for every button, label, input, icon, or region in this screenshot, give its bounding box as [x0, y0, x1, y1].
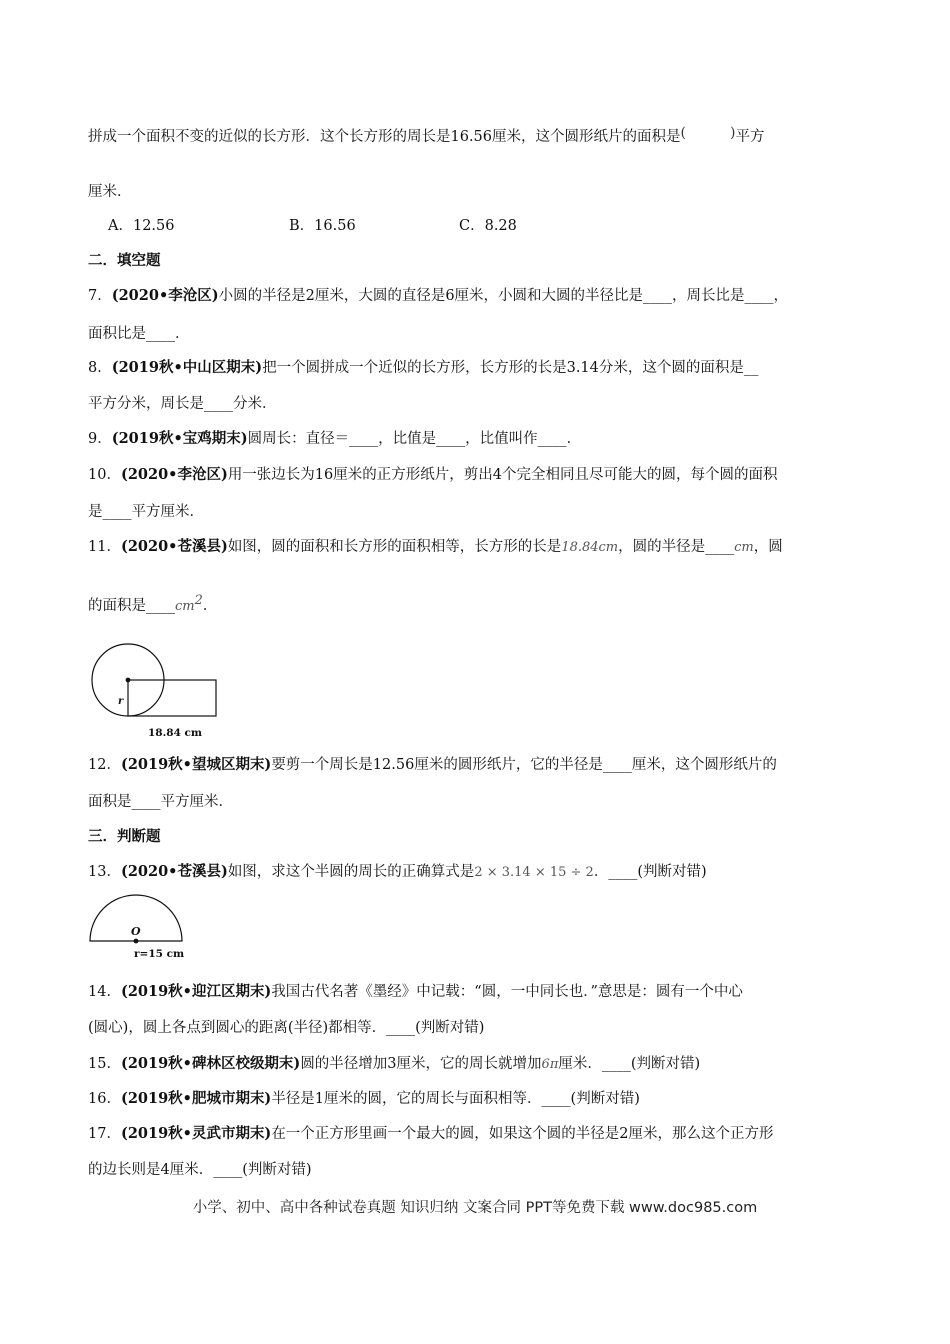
q15-text-a: 圆的半径增加3厘米，它的周长就增加: [300, 1056, 542, 1072]
q6-text: 拼成一个面积不变的近似的长方形．这个长方形的周长是16.56厘米，这个圆形纸片的面积是: [88, 129, 681, 145]
q16-text: 半径是1厘米的圆，它的周长与面积相等．____(判断对错): [271, 1091, 640, 1107]
q9-text: 圆周长：直径＝____，比值是____，比值叫作____．: [247, 431, 582, 447]
q12-text: 要剪一个周长是12.56厘米的圆形纸片，它的半径是____厘米，这个圆形纸片的: [271, 757, 777, 773]
q13-number: 13．: [88, 864, 121, 880]
answer-paren-open: (: [680, 125, 686, 141]
q6-option-c: C．8.28: [459, 218, 517, 234]
q7-number: 7．: [88, 288, 112, 304]
q11-text-d: 的面积是____: [88, 598, 175, 614]
q7-line1: [88, 286, 788, 306]
q11-text-c: ，圆: [753, 539, 783, 555]
q11-math-length: 18.84cm: [561, 540, 619, 555]
q15-line1: [88, 1054, 700, 1075]
q16-line1: [88, 1089, 640, 1109]
section-fill-in-title: 二．填空题: [88, 252, 161, 269]
q14-line2: (圆心)，圆上各点到圆心的距离(半径)都相等．____(判断对错): [88, 1020, 485, 1036]
q8-line1: [88, 358, 758, 378]
section-judgement-title: 三．判断题: [88, 828, 161, 845]
q11-figure: [86, 638, 226, 742]
q10-number: 10．: [88, 467, 121, 483]
q13-figure: [86, 893, 186, 961]
q14-source: (2019秋•迎江区期末): [120, 983, 272, 1000]
q8-number: 8．: [88, 360, 112, 376]
length-caption: 18.84 cm: [148, 727, 203, 739]
semicircle-center-dot: [134, 939, 139, 944]
page-footer: 小学、初中、高中各种试卷真题 知识归纳 文案合同 PPT等免费下载 www.doc985.com: [192, 1200, 758, 1216]
q7-source: (2020•李沧区): [111, 287, 219, 304]
q13-text-b: ．____(判断对错): [593, 864, 707, 880]
q12-line1: [88, 755, 777, 775]
q17-line1: [88, 1124, 774, 1144]
q10-line1: [88, 465, 778, 485]
q12-source: (2019秋•望城区期末): [120, 756, 272, 773]
q17-text: 在一个正方形里画一个最大的圆，如果这个圆的半径是2厘米，那么这个正方形: [271, 1126, 774, 1142]
q16-number: 16．: [88, 1091, 121, 1107]
q10-line2: 是____平方厘米．: [88, 504, 204, 520]
q17-source: (2019秋•灵武市期末): [120, 1125, 272, 1142]
q6-line2: 厘米．: [88, 184, 132, 200]
q16-source: (2019秋•肥城市期末): [120, 1090, 272, 1107]
q13-source: (2020•苍溪县): [120, 863, 228, 880]
q11-text-b: ，圆的半径是____: [618, 539, 735, 555]
q15-number: 15．: [88, 1056, 121, 1072]
q11-line1: [88, 537, 783, 558]
q14-number: 14．: [88, 984, 121, 1000]
q15-source: (2019秋•碑林区校级期末): [120, 1055, 301, 1072]
q11-math-cm: cm: [734, 540, 754, 555]
q12-line2: 面积是____平方厘米．: [88, 794, 233, 810]
q6-option-b: B．16.56: [289, 218, 356, 234]
q6-line1: [88, 123, 764, 147]
q6-text-end: 平方: [735, 129, 765, 145]
q6-option-a: A．12.56: [108, 218, 175, 234]
radius-label: r: [118, 696, 124, 707]
q14-text: 我国古代名著《墨经》中记载：“圆，一中同长也．”意思是：圆有一个中心: [271, 984, 743, 1000]
q14-line1: [88, 982, 743, 1002]
q8-text: 把一个圆拼成一个近似的长方形，长方形的长是3.14分米，这个圆的面积是__: [262, 360, 759, 376]
q9-line1: [88, 429, 581, 449]
rectangle-shape: [128, 680, 216, 716]
q12-number: 12．: [88, 757, 121, 773]
q7-line2: 面积比是____．: [88, 326, 190, 342]
q10-source: (2020•李沧区): [120, 466, 228, 483]
q11-text-e: ．: [202, 598, 218, 614]
q17-number: 17．: [88, 1126, 121, 1142]
q13-math: 2 × 3.14 × 15 ÷ 2: [474, 865, 594, 880]
q7-text: 小圆的半径是2厘米，大圆的直径是6厘米，小圆和大圆的半径比是____，周长比是____，: [218, 288, 789, 304]
q15-math: 6π: [541, 1057, 559, 1072]
q11-math-cm2: cm: [175, 599, 195, 614]
center-label: O: [131, 925, 141, 938]
q11-number: 11．: [88, 539, 121, 555]
q13-text-a: 如图，求这个半圆的周长的正确算式是: [227, 864, 475, 880]
q10-text: 用一张边长为16厘米的正方形纸片，剪出4个完全相同且尽可能大的圆，每个圆的面积: [227, 467, 778, 483]
q11-text-a: 如图，圆的面积和长方形的面积相等，长方形的长是: [227, 539, 562, 555]
q9-source: (2019秋•宝鸡期末): [111, 430, 248, 447]
q11-math-sup: 2: [194, 593, 203, 608]
answer-paren-close: ): [729, 125, 736, 141]
q9-number: 9．: [88, 431, 112, 447]
q8-line2: 平方分米，周长是____分米．: [88, 396, 277, 412]
radius-caption: r=15 cm: [134, 948, 185, 960]
q11-source: (2020•苍溪县): [120, 538, 228, 555]
q13-line1: [88, 862, 707, 883]
q8-source: (2019秋•中山区期末): [111, 359, 263, 376]
q17-line2: 的边长则是4厘米．____(判断对错): [88, 1162, 312, 1178]
q15-text-b: 厘米．____(判断对错): [558, 1056, 701, 1072]
q11-line2: [88, 591, 217, 617]
